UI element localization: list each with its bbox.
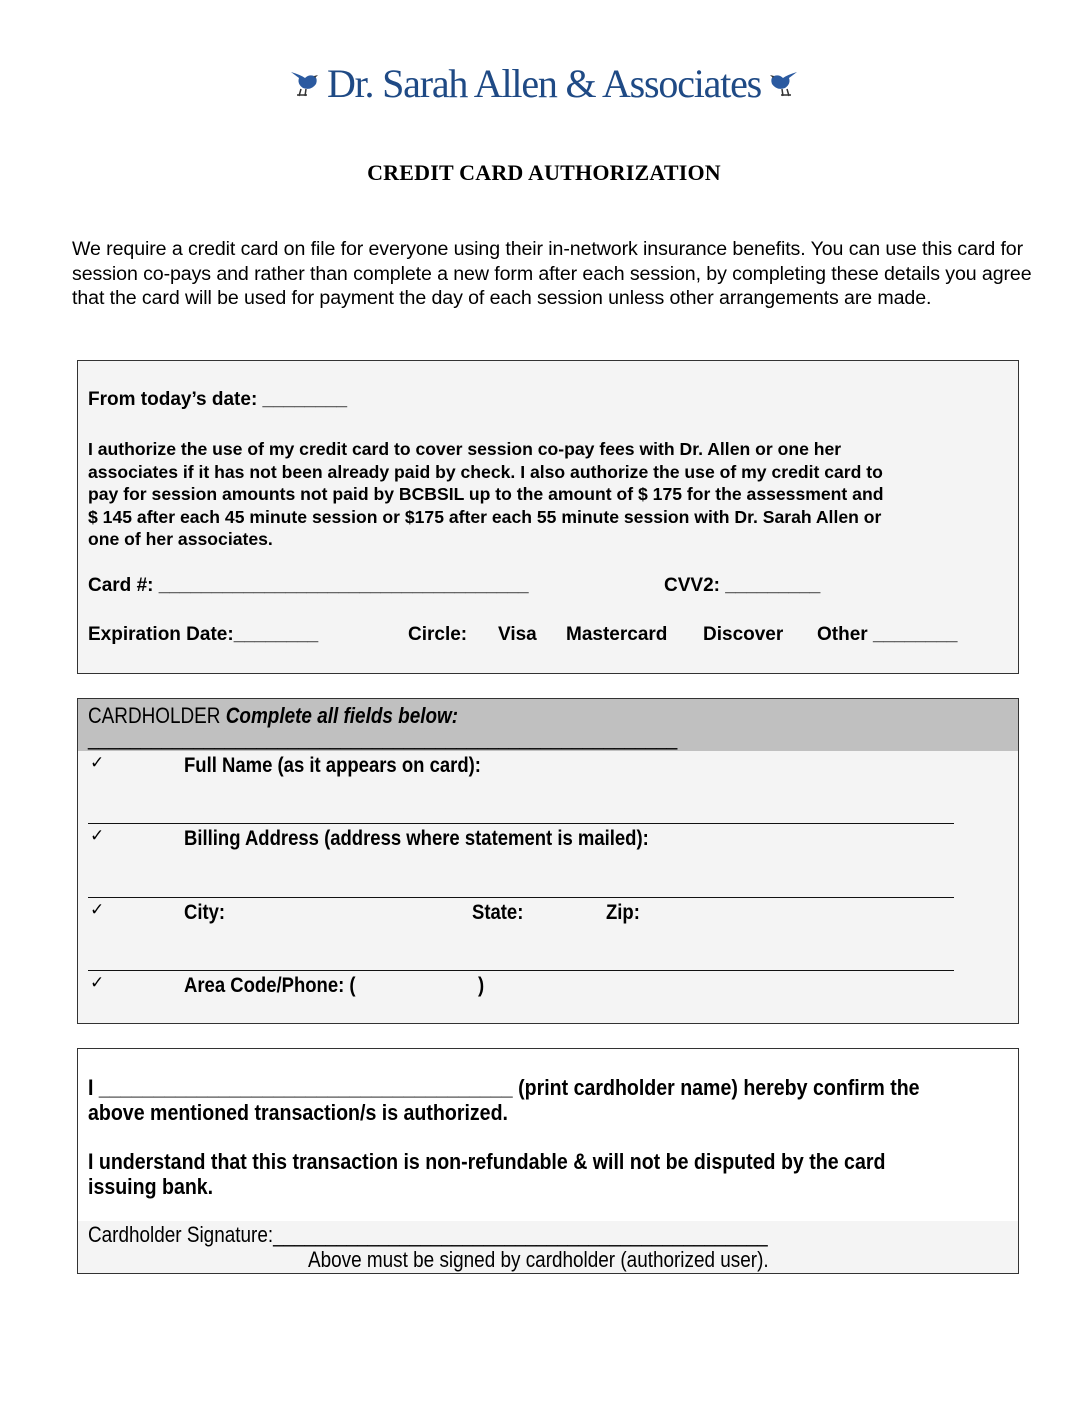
- billing-address-label: Billing Address (address where statement is mailed):: [184, 826, 649, 850]
- expiration-date-field[interactable]: Expiration Date:________: [88, 624, 319, 645]
- cardholder-heading-italic: Complete all fields below:: [225, 703, 459, 728]
- signature-field[interactable]: Cardholder Signature:_______________________________________________: [88, 1222, 768, 1247]
- city-state-zip-input-line[interactable]: [88, 970, 954, 971]
- print-name-statement[interactable]: I ______________________________________ (print cardholder name) hereby confirm the: [88, 1075, 920, 1100]
- full-name-label: Full Name (as it appears on card):: [184, 753, 481, 777]
- signature-note: Above must be signed by cardholder (authorized user).: [308, 1247, 769, 1272]
- practice-name: Dr. Sarah Allen & Associates: [326, 60, 762, 106]
- card-type-other[interactable]: Other ________: [817, 624, 958, 645]
- check-icon: ✓: [90, 900, 105, 920]
- city-label: City:: [184, 900, 226, 924]
- card-type-mastercard[interactable]: Mastercard: [566, 624, 668, 645]
- full-name-input-line[interactable]: [88, 823, 954, 824]
- cardholder-box: [77, 698, 1019, 1024]
- nonrefundable-line-2: issuing bank.: [88, 1174, 214, 1199]
- bluebird-icon: [767, 66, 801, 100]
- nonrefundable-line-1: I understand that this transaction is non-refundable & will not be disputed by the card: [88, 1149, 886, 1174]
- confirmation-box: [77, 1048, 1019, 1274]
- header-underline: ________________________________________________________: [88, 725, 678, 750]
- auth-line: I authorize the use of my credit card to cover session co-pay fees with Dr. Allen or one her: [88, 439, 842, 459]
- auth-line: pay for session amounts not paid by BCBSIL up to the amount of $ 175 for the assessment and: [88, 484, 884, 504]
- todays-date-field[interactable]: From today’s date: ________: [88, 389, 348, 410]
- card-type-discover[interactable]: Discover: [703, 624, 784, 645]
- check-icon: ✓: [90, 826, 105, 846]
- check-icon: ✓: [90, 973, 105, 993]
- phone-close-paren: ): [478, 973, 485, 997]
- cardholder-header: [78, 699, 1018, 751]
- card-number-field[interactable]: Card #: ___________________________________: [88, 575, 529, 596]
- practice-logo: [0, 58, 1088, 108]
- intro-paragraph: We require a credit card on file for everyone using their in-network insurance benefits. You can use this card for session co-pays and rather than complete a new form after each session, by completing these details you agree that the card will be used for payment the day of each session unless other arrangements are made.: [72, 238, 1032, 310]
- cardholder-heading-plain: CARDHOLDER: [88, 703, 221, 728]
- state-label: State:: [472, 900, 524, 924]
- form-title: CREDIT CARD AUTHORIZATION: [367, 160, 721, 185]
- card-type-visa[interactable]: Visa: [498, 624, 537, 645]
- check-icon: ✓: [90, 753, 105, 773]
- auth-line: associates if it has not been already paid by check. I also authorize the use of my credit card to: [88, 461, 883, 482]
- authorization-box: [77, 360, 1019, 674]
- cvv2-field[interactable]: CVV2: _________: [664, 575, 821, 596]
- billing-address-input-line[interactable]: [88, 897, 954, 898]
- auth-line: $ 145 after each 45 minute session or $175 after each 55 minute session with Dr. Sarah Allen or: [88, 506, 882, 527]
- zip-label: Zip:: [606, 900, 640, 924]
- confirm-line-2: above mentioned transaction/s is authorized.: [88, 1100, 508, 1125]
- auth-line: one of her associates.: [88, 529, 273, 549]
- phone-label: Area Code/Phone: (: [184, 973, 356, 997]
- bluebird-icon: [287, 66, 321, 100]
- authorization-text: [88, 438, 1008, 551]
- circle-label: Circle:: [408, 624, 468, 645]
